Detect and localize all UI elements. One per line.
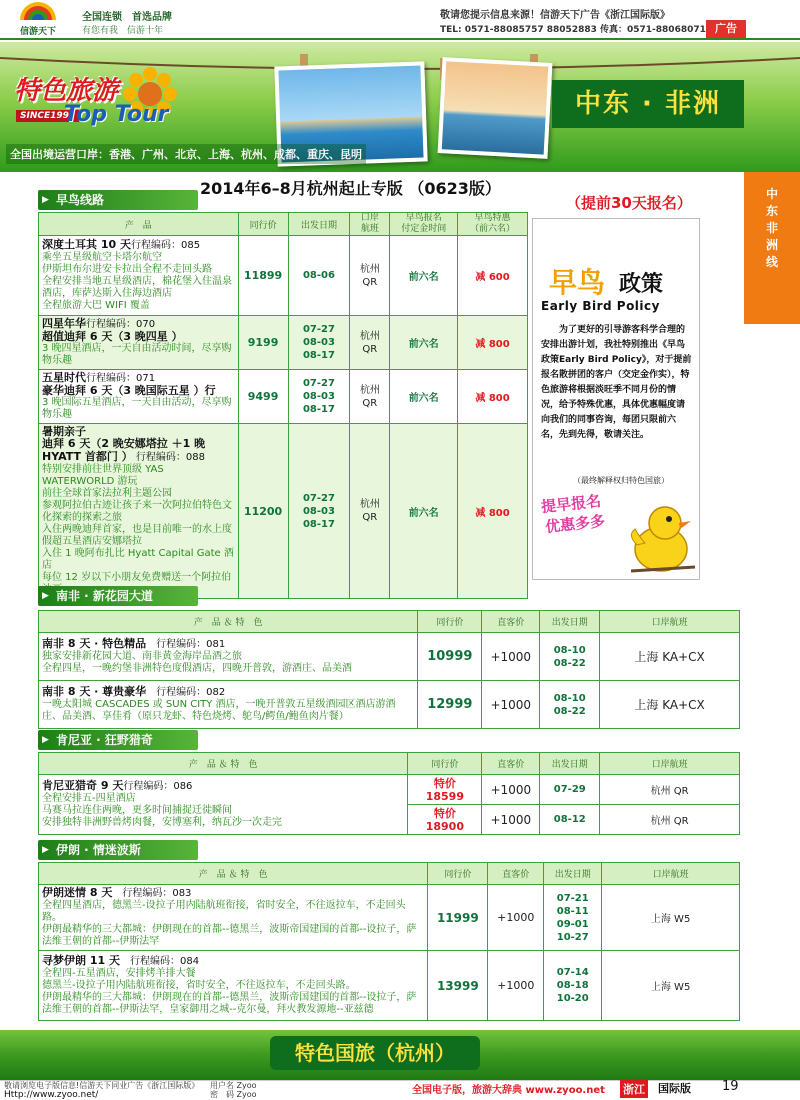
password-label: 密 码 [210, 1090, 234, 1099]
brand-since: SINCE1993 [16, 110, 79, 122]
product-name: 五星时代 [42, 371, 86, 384]
depart-date: 07-14 [556, 967, 589, 978]
password-value: Zyoo [236, 1090, 257, 1099]
direct-price: +1000 [482, 775, 540, 805]
trade-price: 11899 [238, 236, 288, 316]
region-title: 中东 · 非洲 [552, 80, 744, 128]
col-header: 早鸟报名 付定金时间 [390, 213, 458, 236]
direct-price: +1000 [482, 633, 540, 681]
slogan-line-1: 全国连锁 首选品牌 [82, 12, 172, 23]
table-row [39, 885, 740, 951]
depart-date: 10-27 [556, 931, 589, 943]
depart-date: 07-27 [302, 492, 335, 504]
product-desc: 伊朗最精华的三大都城：伊朗现在的首都--德黑兰，波斯帝国建国的首都--设拉子，萨法维王朝的首都--伊斯法罕 [42, 924, 417, 947]
table-row [39, 424, 528, 599]
col-header: 出发日期 [288, 213, 350, 236]
product-desc: 马赛马拉连住两晚，更多时间捕捉迁徙瞬间 [42, 805, 232, 816]
depart-date: 07-21 [556, 892, 589, 904]
trade-price: 11200 [238, 424, 288, 599]
product-desc: 特别安排前往世界顶级 YAS WATERWORLD 游玩 [42, 464, 164, 487]
depart-date: 08-17 [302, 518, 335, 530]
product-desc: 德黑兰-设拉子用内陆航班衔接，省时安全，不往返拉车，不走回头路。 [42, 980, 356, 991]
footer-agency-title: 特色国旅（杭州） [270, 1036, 480, 1070]
table-row [39, 681, 740, 729]
trade-price: 18900 [425, 819, 464, 833]
col-header: 产 品 ＆ 特 色 [39, 863, 428, 885]
table-row [39, 633, 740, 681]
sun-logo-icon [8, 2, 68, 38]
ad-badge: 广告 [706, 20, 746, 38]
trade-price: 10999 [418, 633, 482, 681]
port-flight: 杭州 QR [600, 775, 740, 805]
port-flight: 上海 W5 [602, 951, 740, 1021]
page-title: 2014年6–8月杭州起止专版 （0623版） [200, 179, 501, 198]
bottom-note: 敬请浏览电子版信息!信游天下同业广告《浙江国际版》 [4, 1081, 200, 1090]
product-desc: 独家安排新花园大道、南非黄金海岸品酒之旅 [42, 651, 242, 662]
col-header: 出发日期 [540, 753, 600, 775]
product-code: 行程编码：088 [135, 452, 205, 463]
section-early-bird: ▶ 早鸟线路 [38, 190, 198, 210]
col-header: 同行价 [418, 611, 482, 633]
depart-date: 08-10 [553, 644, 586, 656]
product-desc: 伊斯坦布尔进安卡拉出全程不走回头路 [42, 264, 212, 275]
page-number: 19 [722, 1079, 739, 1094]
port-flight: 上海 W5 [602, 885, 740, 951]
website-link[interactable]: Http://www.zyoo.net/ [4, 1090, 99, 1100]
port-flight: 杭州 QR [600, 805, 740, 835]
direct-price: +1000 [482, 805, 540, 835]
side-tab-char: 中 [765, 187, 778, 201]
direct-price: +1000 [488, 885, 544, 951]
section-south-africa: ▶ 南非 · 新花园大道 [38, 586, 198, 606]
table-row [39, 951, 740, 1021]
early-bird-table [38, 212, 528, 599]
product-name: 四星年华 [42, 317, 86, 330]
col-header: 直客价 [482, 753, 540, 775]
depart-date: 08-03 [302, 337, 335, 348]
product-name: 深度土耳其 10 天 [42, 238, 131, 251]
col-header: 口岸航班 [600, 611, 740, 633]
contact-tel: TEL: 0571-88085757 88052883 传真：0571-88068071 [440, 25, 706, 35]
port-flight: QR [362, 512, 378, 523]
product-code: 行程编码：081 [156, 639, 226, 650]
section-kenya: ▶ 肯尼亚 · 狂野猎奇 [38, 730, 198, 750]
col-header: 同行价 [428, 863, 488, 885]
product-desc: 全程四-五星酒店，安排烤羊排大餐 [42, 968, 196, 979]
depart-date: 07-29 [540, 775, 600, 805]
product-code: 行程编码：086 [123, 781, 193, 792]
product-name-2: 豪华迪拜 6 天（3 晚国际五星 ）行 [42, 384, 216, 397]
deposit-time: 前六名 [390, 316, 458, 370]
table-row [39, 775, 740, 805]
product-name-2: 超值迪拜 6 天（3 晚四星 ） [42, 330, 183, 343]
iran-table [38, 862, 740, 1021]
header-banner [0, 42, 800, 172]
port-city: 杭州 [359, 263, 380, 275]
product-desc: 乘坐五星级航空卡塔尔航空 [42, 252, 162, 263]
col-header: 产 品 [39, 213, 239, 236]
col-header: 出发日期 [540, 611, 600, 633]
product-desc: 全程安排五-四星酒店 [42, 793, 136, 804]
table-row [39, 370, 528, 424]
early-discount: 减 800 [458, 316, 528, 370]
product-desc: 全程旅游大巴 WIFI 覆盖 [42, 300, 150, 311]
side-tab-char: 洲 [765, 238, 778, 252]
table-header-row [39, 753, 740, 775]
port-flight: QR [362, 397, 378, 409]
product-name: 寻梦伊朗 11 天 [42, 954, 120, 967]
deposit-time: 前六名 [390, 236, 458, 316]
policy-body: 为了更好的引导游客科学合理的安排出游计划，我社特别推出《早鸟政策Early Bird Policy》，对于提前报名散拼团的客户（交定金作实），特色旅游将根据淡旺季不同月份的情况，给予特殊优惠，具体优惠幅度请向我们的同事咨询，每团只限前六名，先到先得，敬请关注。 [541, 325, 692, 440]
col-header: 产 品 ＆ 特 色 [39, 753, 408, 775]
col-header: 出发日期 [544, 863, 602, 885]
port-city: 杭州 [359, 330, 380, 342]
early-discount: 减 800 [458, 370, 528, 424]
depart-date: 08-03 [302, 505, 335, 517]
table-row [39, 316, 528, 370]
user-label: 用户名 [210, 1081, 234, 1090]
advance-note: （提前30天报名） [566, 194, 692, 212]
depart-date: 08-10 [553, 692, 586, 704]
photo-burj-al-arab [438, 57, 553, 159]
site-slogan[interactable]: 全国电子版，旅游大辞典 www.zyoo.net [412, 1085, 605, 1096]
early-discount: 减 800 [458, 424, 528, 599]
product-desc: 参观阿拉伯古迹让孩子来一次阿拉伯特色文化探索的探索之旅 [42, 500, 232, 523]
trade-price: 9499 [238, 370, 288, 424]
product-code: 行程编码：084 [129, 956, 200, 967]
side-tab-char: 非 [765, 221, 778, 235]
product-name: 南非 8 天 · 特色精品 [42, 637, 147, 650]
special-label: 特价 [433, 776, 456, 790]
trade-price: 13999 [428, 951, 488, 1021]
product-desc: 全程安排当地五星级酒店，棉花堡入住温泉酒店，库萨达斯入住海边酒店 [42, 276, 232, 299]
source-tip: 敬请您提示信息来源！信游天下广告《浙江国际版》 [440, 10, 670, 21]
col-header: 口岸航班 [602, 863, 740, 885]
trade-price: 12999 [418, 681, 482, 729]
product-name: 暑期亲子 [42, 425, 86, 438]
port-city: 杭州 [359, 384, 380, 396]
depart-date: 08-18 [556, 980, 589, 991]
depart-date: 08-03 [302, 391, 335, 402]
policy-slogan-1: 提早报名 [540, 491, 602, 517]
col-header: 口岸航班 [600, 753, 740, 775]
product-code: 行程编码：070 [86, 319, 156, 330]
depart-date: 08-22 [553, 657, 586, 669]
table-header-row [39, 863, 740, 885]
deposit-time: 前六名 [390, 424, 458, 599]
depart-date: 07-27 [302, 378, 335, 389]
slogan-line-2: 有您有我 信游十年 [82, 26, 164, 36]
early-bird-policy [532, 218, 700, 580]
product-desc: 3 晚国际五星酒店，一天自由活动，尽享购物乐趣 [42, 397, 232, 420]
deposit-time: 前六名 [390, 370, 458, 424]
product-desc: 全程四星酒店，德黑兰-设拉子用内陆航班衔接，省时安全，不往返拉车，不走回头路。 [42, 900, 406, 923]
depart-date: 08-17 [302, 350, 335, 361]
product-desc: 入住 1 晚阿布扎比 Hyatt Capital Gate 酒店 [42, 548, 234, 571]
trade-price: 18599 [425, 789, 464, 803]
product-desc: 全程四星，一晚约堡非洲特色度假酒店，四晚开普敦，游酒庄、品美酒 [42, 663, 352, 674]
product-code: 行程编码：085 [130, 240, 201, 251]
depart-date: 08-22 [553, 705, 586, 717]
trade-price: 9199 [238, 316, 288, 370]
table-header-row [39, 213, 528, 236]
col-header: 同行价 [238, 213, 288, 236]
direct-price: +1000 [488, 951, 544, 1021]
policy-bird-title: 早鸟 [549, 266, 606, 299]
svg-text:信游天下: 信游天下 [19, 27, 57, 37]
depart-date: 08-17 [302, 404, 335, 415]
product-desc: 一晚太阳城 CASCADES 或 SUN CITY 酒店，一晚开普敦五星级酒园区酒店游酒庄、品美酒、享佳肴（原只龙虾、特色烧烤、鸵鸟/鳄鱼/鲍鱼肉片餐） [42, 699, 396, 722]
departure-ports: 全国出境运营口岸：香港、广州、北京、上海、杭州、成都、重庆、昆明 [6, 144, 366, 164]
depart-date: 08-06 [302, 270, 335, 281]
col-header: 同行价 [408, 753, 482, 775]
port-flight: QR [362, 276, 378, 288]
col-header: 直客价 [482, 611, 540, 633]
product-desc: 入住两晚迪拜首家，也是目前唯一的水上度假超五星酒店安娜塔拉 [42, 524, 232, 547]
policy-slogan-2: 优惠多多 [544, 511, 606, 537]
product-desc: 前往全球首家法拉利主题公园 [42, 488, 172, 499]
product-desc: 每位 12 岁以下小朋友免费赠送一个阿拉伯 [42, 572, 232, 583]
policy-note: （最终解释权归特色国旅） [573, 476, 669, 485]
depart-date: 08-12 [540, 805, 600, 835]
brand-name-cn: 特色旅游 [14, 76, 119, 106]
brand-name-en: Top Tour [64, 102, 169, 127]
south-africa-table [38, 610, 740, 729]
chick-icon [625, 499, 697, 575]
col-header: 口岸 航班 [350, 213, 390, 236]
product-code: 行程编码：082 [156, 687, 226, 698]
depart-date: 07-27 [302, 324, 335, 335]
port-flight: 上海 KA+CX [600, 633, 740, 681]
col-header: 早鸟特惠 （前六名） [458, 213, 528, 236]
edition-label: 国际版 [658, 1082, 691, 1095]
product-code: 行程编码：083 [122, 888, 192, 899]
port-flight: QR [362, 343, 378, 355]
depart-date: 10-20 [556, 993, 589, 1004]
side-tab-char: 线 [765, 255, 778, 269]
product-code: 行程编码：071 [86, 373, 156, 384]
trade-price: 11999 [428, 885, 488, 951]
policy-title-cn: 政策 [619, 272, 664, 297]
product-desc: 3 晚四星酒店，一天自由活动时间，尽享购物乐趣 [42, 343, 232, 366]
early-discount: 减 600 [458, 236, 528, 316]
special-label: 特价 [433, 806, 456, 820]
side-tab [744, 172, 800, 324]
side-tab-char: 东 [765, 204, 778, 218]
product-name-2: 迪拜 6 天（2 晚安娜塔拉 ＋1 晚 HYATT 首都门 ） [42, 437, 206, 463]
product-name: 肯尼亚猎奇 9 天 [42, 779, 124, 792]
user-value: Zyoo [236, 1081, 257, 1090]
col-header: 直客价 [488, 863, 544, 885]
product-name: 南非 8 天 · 尊贵豪华 [42, 685, 147, 698]
login-info [210, 1081, 257, 1099]
direct-price: +1000 [482, 681, 540, 729]
port-flight: 上海 KA+CX [600, 681, 740, 729]
kenya-table [38, 752, 740, 835]
table-row [39, 236, 528, 316]
region-badge: 浙江 [620, 1080, 648, 1098]
col-header: 产 品 ＆ 特 色 [39, 611, 418, 633]
depart-date: 08-11 [556, 905, 589, 917]
policy-title-en: Early Bird Policy [541, 299, 660, 313]
product-desc: 安排独特非洲野兽烤肉餐，安博塞利，纳瓦沙一次走完 [42, 817, 282, 828]
section-iran: ▶ 伊朗 · 情迷波斯 [38, 840, 198, 860]
product-desc: 伊朗最精华的三大都城：伊朗现在的首都--德黑兰，波斯帝国建国的首都--设拉子，萨法维王朝的首都--伊斯法罕，皇家御用之城--克尔曼，拜火教发源地--亚兹德 [42, 992, 417, 1015]
product-name: 伊朗迷情 8 天 [42, 886, 113, 899]
port-city: 杭州 [359, 499, 380, 510]
table-header-row [39, 611, 740, 633]
depart-date: 09-01 [556, 918, 589, 930]
